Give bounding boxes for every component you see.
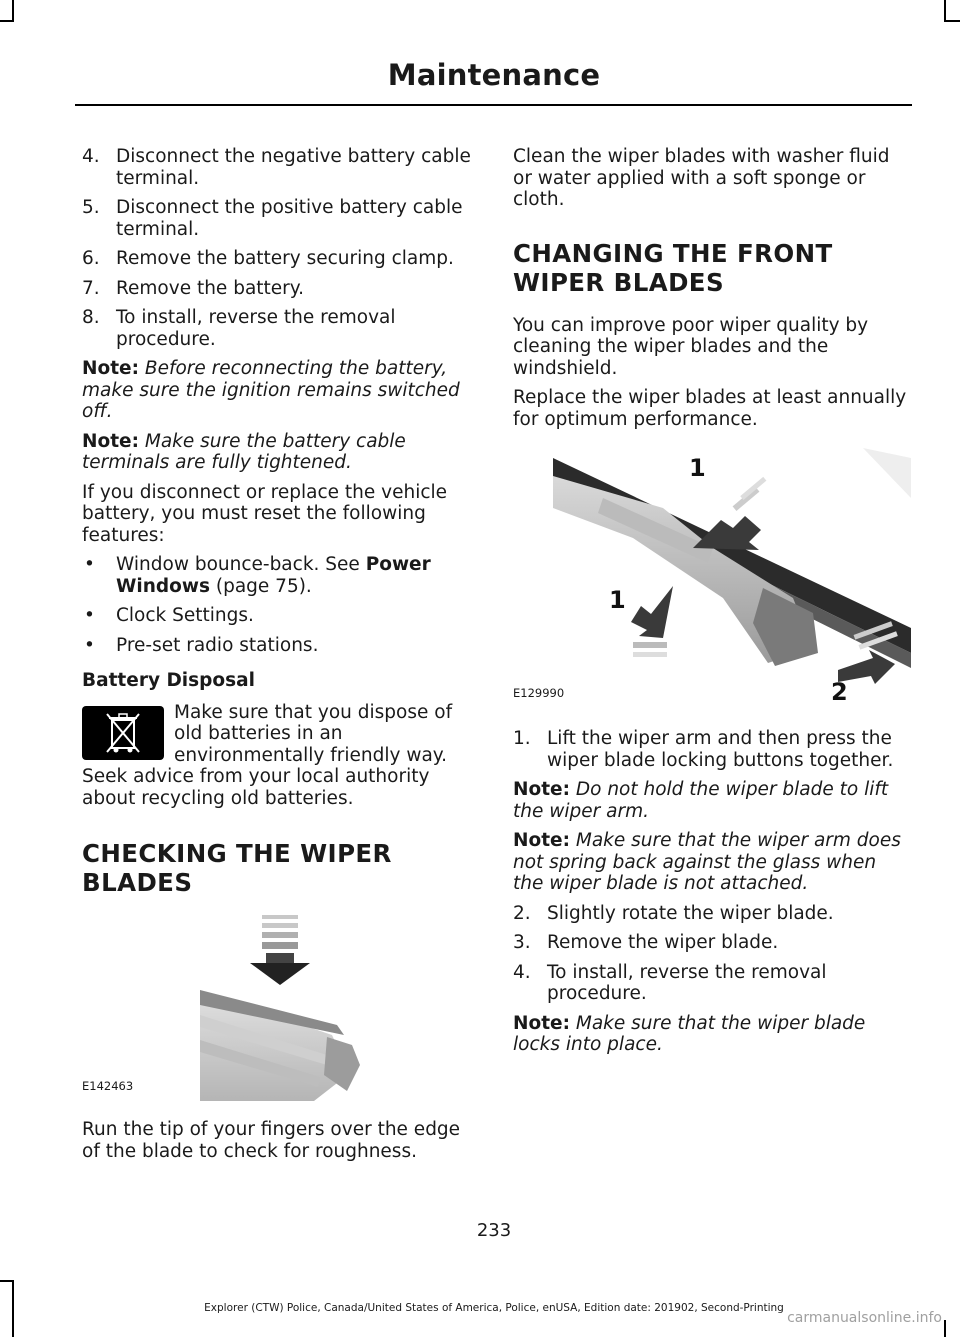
replace-text: Replace the wiper blades at least annually for optimum performance. [513,387,907,430]
clean-text: Clean the wiper blades with washer fluid or water applied with a soft sponge or cloth. [513,146,890,210]
callout-label: 1 [609,586,626,614]
left-column [82,146,480,1170]
page-number: 233 [476,1220,512,1241]
note: Note: Make sure that the wiper blade locks into place. [513,1012,866,1055]
list-item: 4. To install, reverse the removal procedure. [513,961,827,1004]
list-item: 6. Remove the battery securing clamp. [82,248,454,269]
list-item: 8. To install, reverse the removal procedure. [82,307,396,350]
crop-mark [944,0,946,22]
wiper-blade-illustration [82,915,480,1101]
crop-mark [944,1320,946,1337]
list-item: 2. Slightly rotate the wiper blade. [513,902,834,924]
note: Note: Before reconnecting the battery, make sure the ignition remains switched off. [82,358,460,422]
list-item: • Clock Settings. [84,605,254,626]
crop-mark [12,0,14,22]
battery-disposal-section: Make sure that you dispose of old batteries in an environmentally friendly way. Seek advice from your local authority about recycling old batteries. [82,701,453,809]
wiper-removal-illustration [513,438,911,708]
reset-intro: If you disconnect or replace the vehicle battery, you must reset the following features: [82,481,448,546]
crop-mark [0,1280,14,1282]
wiper-removal-figure [513,438,911,708]
header-rule [75,104,912,106]
watermark: carmanualsonline.info [787,1310,942,1326]
note: Note: Do not hold the wiper blade to lift the wiper arm. [513,779,889,822]
list-item: 3. Remove the wiper blade. [513,932,779,953]
page-header-title: Maintenance [387,58,601,92]
power-windows-link[interactable]: Power Windows [116,554,431,597]
wiper-blade-figure [82,915,480,1101]
list-item: 4. Disconnect the negative battery cable terminal. [82,146,471,189]
crop-mark [944,20,960,22]
checking-wiper-heading: CHECKING THE WIPER BLADES [82,839,392,897]
list-item: 1. Lift the wiper arm and then press the wiper blade locking buttons together. [513,728,894,771]
battery-disposal-heading: Battery Disposal [82,670,255,691]
list-item: 5. Disconnect the positive battery cable terminal. [82,197,463,240]
figure-label: E142463 [82,1078,134,1093]
improve-text: You can improve poor wiper quality by cleaning the wiper blades and the windshield. [513,314,869,379]
callout-label: 1 [689,454,706,482]
note: Note: Make sure the battery cable terminals are fully tightened. [82,430,406,473]
footer-text: Explorer (CTW) Police, Canada/United States of America, Police, enUSA, Edition date: 201902, Second-Printing [204,1302,784,1314]
changing-wiper-heading: CHANGING THE FRONT WIPER BLADES [513,238,833,297]
list-item: 7. Remove the battery. [82,277,304,299]
run-fingers-text: Run the tip of your fingers over the edge of the blade to check for roughness. [82,1119,461,1162]
recycle-bin-icon [82,706,164,760]
crop-mark [0,20,14,22]
list-item: • Window bounce-back. See Power Windows (page 75). [84,554,431,597]
list-item: • Pre-set radio stations. [84,634,319,656]
figure-label: E129990 [513,685,565,700]
note: Note: Make sure that the wiper arm does not spring back against the glass when the wiper blade is not attached. [513,830,901,894]
callout-label: 2 [831,678,848,706]
right-column [513,146,911,1064]
